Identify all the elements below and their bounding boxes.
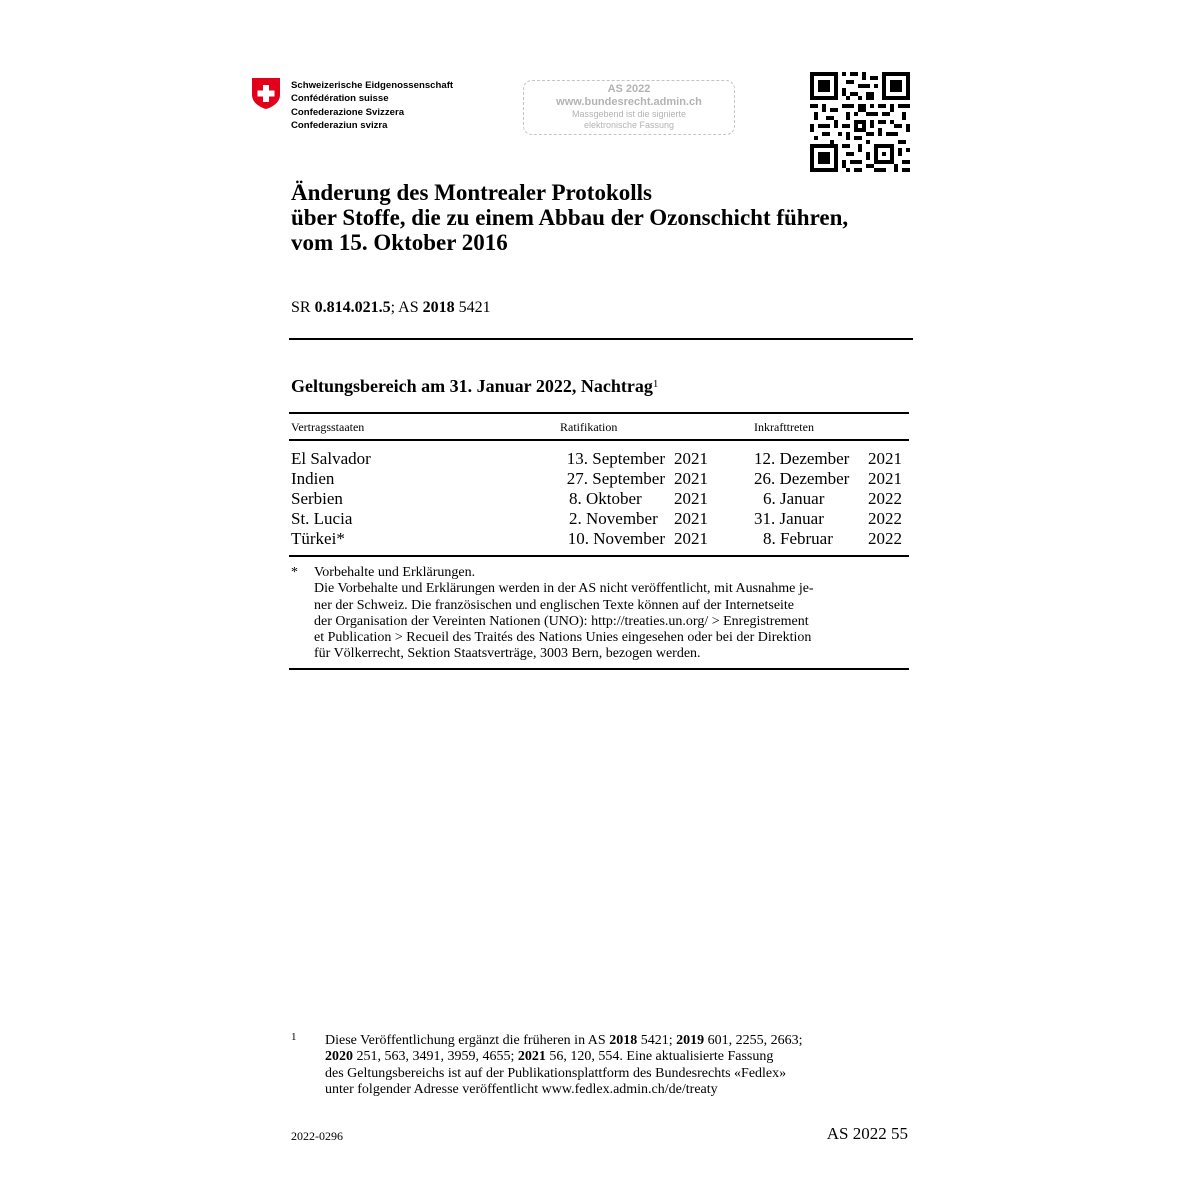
- as-year: 2018: [422, 299, 455, 316]
- footnote-line-1: [325, 1033, 910, 1049]
- header-ratification: Ratifikation: [560, 420, 618, 434]
- sr-sep: ; AS: [390, 299, 423, 316]
- footnote-line-3: des Geltungsbereichs ist auf der Publikationsplattform des Bundesrechts «Fedlex»: [325, 1065, 787, 1081]
- footnote-text-part: 251, 563, 3491, 3959, 4655;: [353, 1049, 518, 1065]
- footnote-line-2: [325, 1049, 910, 1065]
- table-row-state: El Salvador: [291, 449, 371, 468]
- table-row-state: Türkei*: [291, 529, 345, 548]
- confederation-rm: Confederaziun svizra: [291, 119, 388, 131]
- table-row-entry-date: 6. Januar: [763, 489, 825, 508]
- table-note-line: Vorbehalte und Erklärungen.: [314, 565, 476, 580]
- table-row-ratification-date: 2. November: [569, 509, 658, 528]
- table-row-ratification-year: 2021: [674, 489, 708, 508]
- footnote-year: 2018: [609, 1033, 638, 1048]
- sr-number: 0.814.021.5: [314, 299, 391, 316]
- section-footnote-ref: 1: [652, 378, 659, 390]
- table-row-entry-year: 2021: [868, 449, 902, 468]
- title-line-3: vom 15. Oktober 2016: [291, 230, 508, 255]
- table-row-ratification-year: 2021: [674, 509, 708, 528]
- table-row-ratification-date: 13. September: [566, 449, 665, 468]
- title-line-1: Änderung des Montrealer Protokolls: [291, 180, 652, 205]
- table-row-entry-date: 8. Februar: [763, 529, 833, 548]
- header-states: Vertragsstaaten: [291, 420, 365, 434]
- footnote-line-4: unter folgender Adresse veröffentlicht www.fedlex.admin.ch/de/treaty: [325, 1081, 718, 1097]
- confederation-it: Confederazione Svizzera: [291, 106, 405, 118]
- footnote-text: [325, 1033, 910, 1098]
- table-note-line: ner der Schweiz. Die französischen und englischen Texte können auf der Internetseite: [314, 597, 795, 613]
- table-row-ratification-date: 10. November: [567, 529, 665, 548]
- table-row-ratification-year: 2021: [674, 529, 708, 548]
- table-note: [314, 565, 904, 663]
- table-top-rule: [289, 412, 909, 414]
- as-page: 5421: [454, 299, 491, 316]
- table-row-state: St. Lucia: [291, 509, 353, 528]
- table-row-ratification-date: 27. September: [566, 469, 665, 488]
- signature-stamp: [523, 80, 735, 135]
- table-row-entry-year: 2022: [868, 489, 902, 508]
- confederation-fr: Confédération suisse: [291, 93, 389, 105]
- section-title: Geltungsbereich am 31. Januar 2022, Nachtrag: [291, 376, 653, 396]
- stamp-url: www.bundesrecht.admin.ch: [556, 96, 702, 108]
- footnote-year: 2020: [325, 1049, 353, 1065]
- table-note-line: Die Vorbehalte und Erklärungen werden in der AS nicht veröffentlicht, mit Ausnahme je-: [314, 581, 814, 597]
- sr-reference: [291, 299, 491, 317]
- footnote-number: 1: [291, 1031, 297, 1043]
- document-number: 2022-0296: [291, 1129, 343, 1143]
- table-row-ratification-year: 2021: [674, 469, 708, 488]
- table-row-state: Serbien: [291, 489, 343, 508]
- table-note-line: für Völkerrecht, Sektion Staatsverträge, 3003 Bern, bezogen werden.: [314, 646, 701, 662]
- footnote-text-part: Diese Veröffentlichung ergänzt die früheren in AS: [325, 1033, 610, 1048]
- stamp-note-1: Massgebend ist die signierte: [571, 109, 687, 119]
- footnote-text-part: 601, 2255, 2663;: [704, 1033, 803, 1048]
- table-row-entry-year: 2022: [868, 529, 902, 548]
- title-divider: [289, 338, 913, 340]
- table-row-state: Indien: [291, 469, 335, 488]
- table-row-entry-year: 2022: [868, 509, 902, 528]
- page-reference: AS 2022 55: [826, 1124, 908, 1143]
- table-row-ratification-year: 2021: [674, 449, 708, 468]
- table-row-entry-date: 26. Dezember: [754, 469, 850, 488]
- table-row-entry-year: 2021: [868, 469, 902, 488]
- table-row-entry-date: 31. Januar: [754, 509, 824, 528]
- footnote-year: 2019: [676, 1033, 705, 1048]
- footnote-year: 2021: [517, 1049, 546, 1065]
- header-entry-into-force: Inkrafttreten: [754, 420, 814, 434]
- table-note-line: der Organisation der Vereinten Nationen (UNO): http://treaties.un.org/ > Enregistrement: [314, 613, 809, 629]
- document-title: [291, 180, 848, 255]
- footnote-text-part: 56, 120, 554. Eine aktualisierte Fassung: [545, 1049, 774, 1065]
- table-header-rule: [289, 439, 909, 441]
- swiss-flag-icon: [251, 77, 281, 110]
- table-bottom-rule: [289, 555, 909, 557]
- table-row-entry-date: 12. Dezember: [754, 449, 850, 468]
- stamp-as: AS 2022: [607, 83, 651, 95]
- table-note-mark: *: [291, 565, 298, 580]
- table-note-line: et Publication > Recueil des Traités des Nations Unies eingesehen oder bei der Direktion: [314, 630, 812, 646]
- footnote-text-part: 5421;: [637, 1033, 677, 1048]
- table-note-bottom-rule: [289, 668, 909, 670]
- section-heading: [291, 376, 658, 397]
- qr-code-icon: [810, 72, 910, 172]
- sr-prefix: SR: [291, 299, 315, 316]
- title-line-2: über Stoffe, die zu einem Abbau der Ozonschicht führen,: [291, 205, 849, 230]
- table-row-ratification-date: 8. Oktober: [569, 489, 642, 508]
- stamp-note-2: elektronische Fassung: [583, 120, 675, 130]
- confederation-de: Schweizerische Eidgenossenschaft: [291, 80, 454, 91]
- confederation-names: [291, 79, 453, 132]
